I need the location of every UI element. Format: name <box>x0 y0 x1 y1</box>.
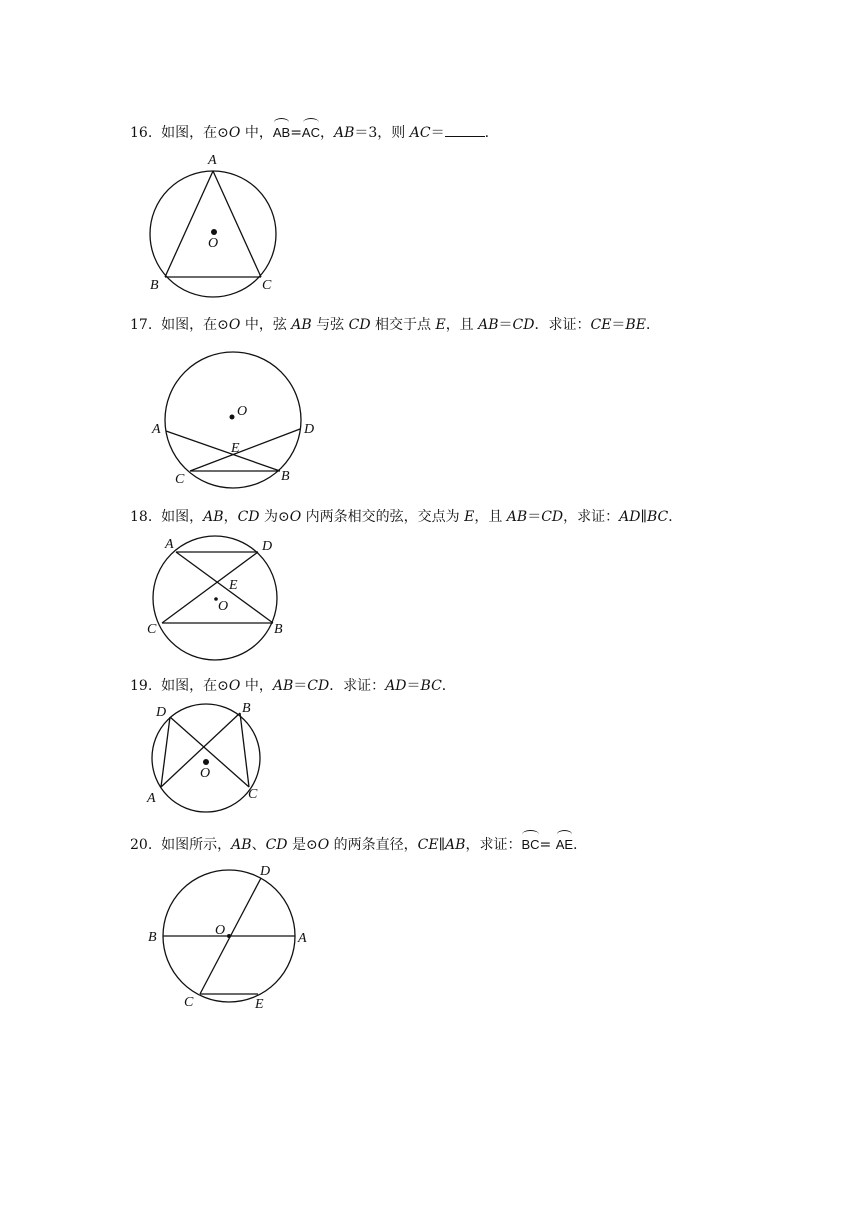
arc-ac: AC <box>302 118 320 142</box>
problem-17-figure <box>145 345 325 499</box>
label-b: B <box>150 278 159 293</box>
label-d: D <box>304 422 315 437</box>
label-o: O <box>208 236 219 251</box>
problem-19-figure <box>140 698 280 817</box>
label-a: A <box>152 422 161 437</box>
label-e: E <box>231 441 240 456</box>
problem-16-figure <box>140 150 290 304</box>
problem-18-figure <box>140 530 300 674</box>
problem-19-text: 19. 如图，在⊙O 中，AB＝CD．求证：AD＝BC． <box>130 678 456 694</box>
label-e: E <box>255 997 264 1012</box>
label-e: E <box>229 578 238 593</box>
label-c: C <box>147 622 157 637</box>
problem-20-figure <box>140 858 320 1022</box>
answer-blank[interactable] <box>445 122 485 137</box>
label-b: B <box>242 701 251 716</box>
label-d: D <box>262 539 273 554</box>
label-o: O <box>200 766 211 781</box>
problem-number: 16. <box>130 125 153 141</box>
label-c: C <box>175 472 185 487</box>
arc-ae: AE <box>556 830 573 854</box>
label-c: C <box>184 995 194 1010</box>
label-c: C <box>248 787 258 802</box>
label-d: D <box>156 705 167 720</box>
arc-ab: AB <box>273 118 290 142</box>
label-a: A <box>208 153 217 168</box>
arc-bc: BC <box>521 830 539 854</box>
label-a: A <box>165 537 174 552</box>
problem-number: 19. <box>130 678 153 694</box>
label-a: A <box>147 791 156 806</box>
label-a: A <box>298 931 307 946</box>
problem-17-text: 17. 如图，在⊙O 中，弦 AB 与弦 CD 相交于点 E，且 AB＝CD．求证：CE＝BE． <box>130 317 660 333</box>
label-c: C <box>262 278 272 293</box>
problem-20-text: 20. 如图所示，AB、CD 是⊙O 的两条直径，CE∥AB，求证：BC= AE. <box>130 830 578 854</box>
label-d: D <box>260 864 271 879</box>
label-b: B <box>274 622 283 637</box>
problem-number: 18. <box>130 509 153 525</box>
label-o: O <box>237 404 248 419</box>
problem-number: 17. <box>130 317 153 333</box>
label-o: O <box>218 599 229 614</box>
label-b: B <box>281 469 290 484</box>
problem-18-text: 18. 如图，AB，CD 为⊙O 内两条相交的弦，交点为 E，且 AB＝CD，求证：AD∥BC． <box>130 509 683 525</box>
problem-number: 20. <box>130 837 153 853</box>
label-b: B <box>148 930 157 945</box>
problem-16-text: 16. 如图，在⊙O 中，AB=AC，AB＝3，则 AC＝ . <box>130 118 489 142</box>
label-o: O <box>215 923 226 938</box>
